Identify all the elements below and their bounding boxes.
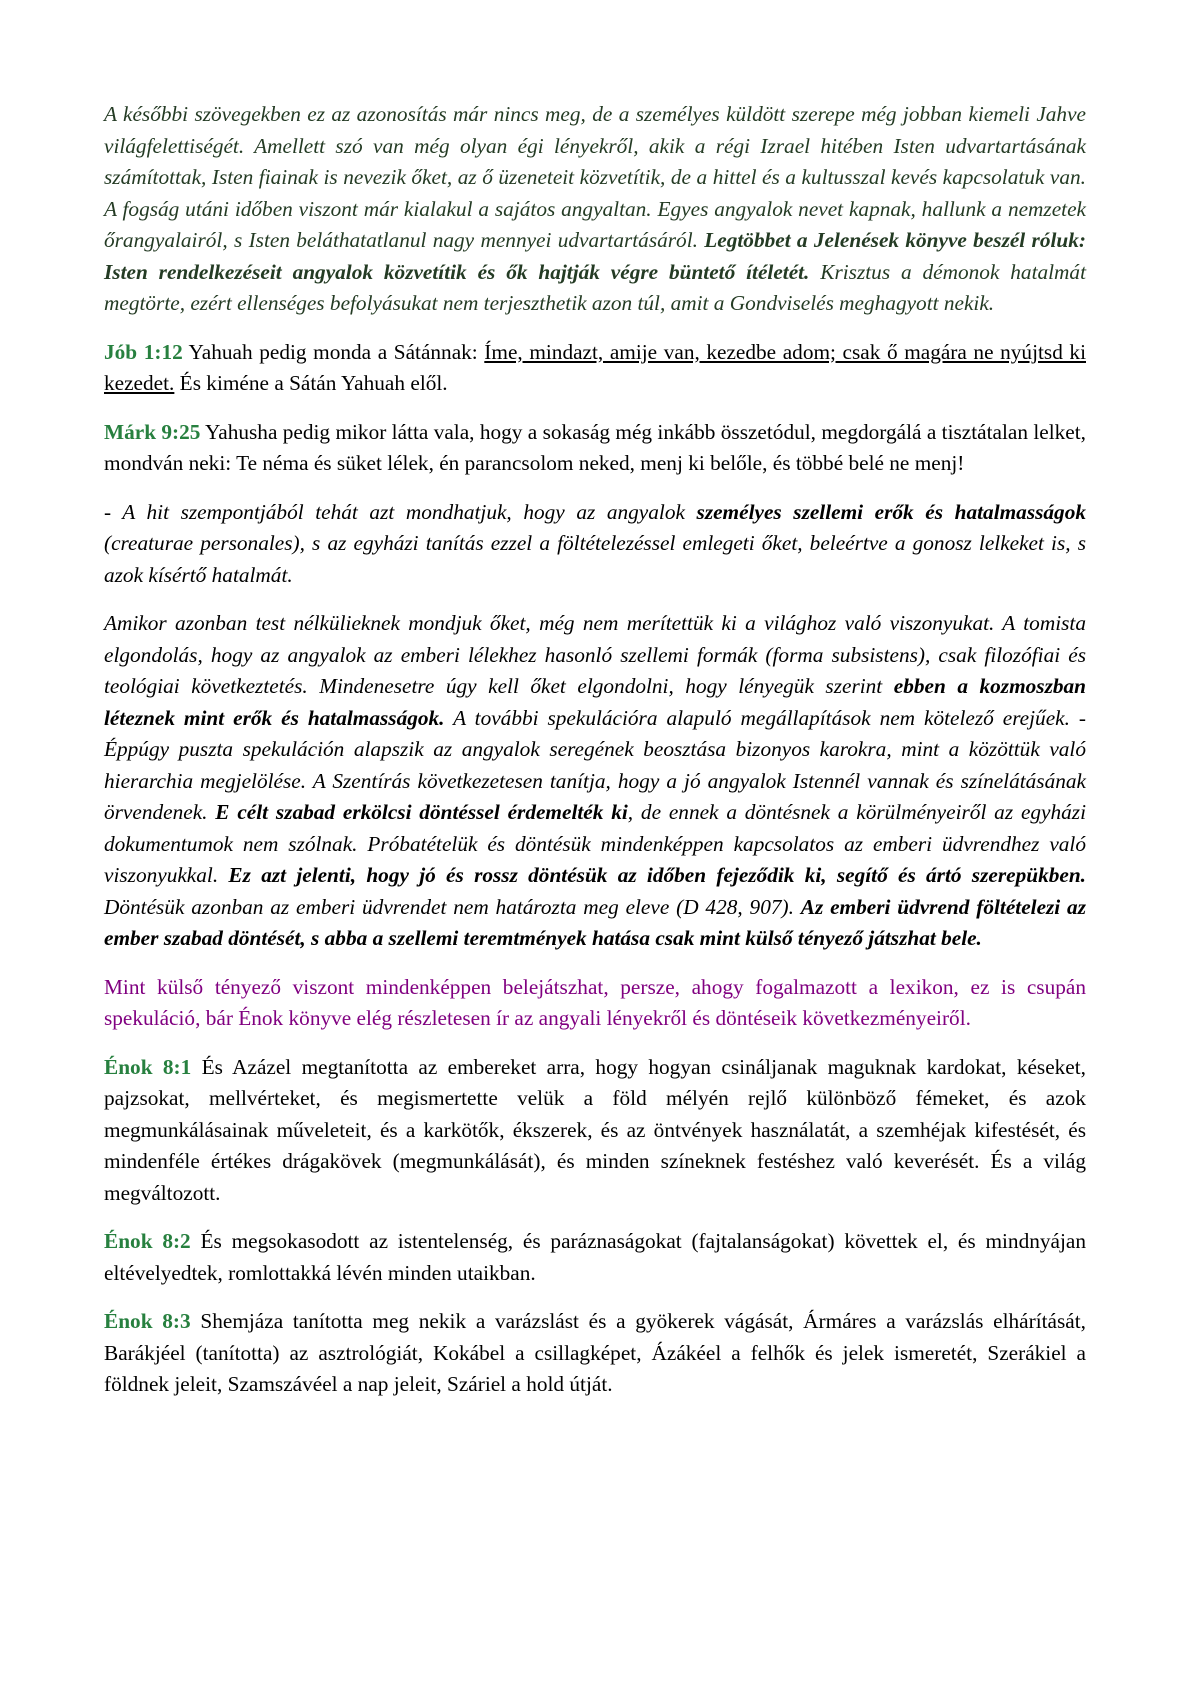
verse-reference-enok-8-1: Énok 8:1 bbox=[104, 1054, 192, 1079]
verse-reference-job: Jób 1:12 bbox=[104, 339, 183, 364]
doctrine-note-text: - A hit szempontjából tehát azt mondhatjuk, hogy az angyalok bbox=[104, 499, 697, 524]
intro-quote-closing-text: Krisztus a démonok hatalmát megtörte, ezért ellenséges befolyásukat nem terjeszthetik azon túl, amit a Gondviselés meghagyott nekik. bbox=[104, 259, 1086, 315]
doctrine-note-bold-text: személyes szellemi erők és hatalmasságok bbox=[696, 499, 1086, 524]
doctrine-note-paragraph bbox=[104, 497, 1086, 592]
verse-reference-enok-8-2: Énok 8:2 bbox=[104, 1229, 191, 1253]
verse-job-1-12 bbox=[104, 337, 1086, 400]
external-factor-note-paragraph bbox=[104, 972, 1086, 1035]
verse-job-closing-text: És kiméne a Sátán Yahuah elől. bbox=[174, 371, 448, 395]
speculation-run-2: A további spekulációra alapuló megállapítások nem kötelező erejűek. - Éppúgy puszta spekuláción alapszik az angyalok seregének beosztása bizonyos karokra, mint a közöttük való hierarchia megjelölése. A Szentírás következetesen tanítja, hogy a jó angyalok Istennél vannak és színelátásának örvendenek. bbox=[104, 705, 1086, 824]
verse-enok-8-2-text: És megsokasodott az istentelenség, és paráznaságokat (fajtalanságokat) követtek el, és mindnyájan eltévelyedtek, romlottakká lévén minden utaikban. bbox=[104, 1229, 1086, 1285]
speculation-run-4: Döntésük azonban az emberi üdvrendet nem határozta meg eleve (D 428, 907). bbox=[104, 894, 801, 919]
intro-quote-bold-text: Legtöbbet a Jelenések könyve beszél róluk: Isten rendelkezéseit angyalok közvetítik és ők hajtják végre büntető ítéletét. bbox=[104, 228, 1086, 284]
speculation-bold-2: E célt szabad erkölcsi döntéssel érdemelték ki bbox=[215, 800, 628, 824]
intro-quote-paragraph bbox=[104, 99, 1086, 320]
verse-mark-9-25 bbox=[104, 417, 1086, 480]
doctrine-note-closing-text: (creaturae personales), s az egyházi tanítás ezzel a föltételezéssel emlegeti őket, beleértve a gonosz lelkeket is, s azok kísértő hatalmát. bbox=[104, 531, 1086, 587]
verse-enok-8-1-text: És Azázel megtanította az embereket arra, hogy hogyan csináljanak maguknak kardokat, késeket, pajzsokat, mellvérteket, és megismertette velük a föld mélyén rejlő különböző fémeket, és azok megmunkálásainak műveleteit, és a karkötők, ékszerek, és az öntvények használatát, a szemhéjak kifestését, és mindenféle értékes drágakövek (megmunkálását), és minden színeknek festéshez való keverését. És a világ megváltozott. bbox=[104, 1054, 1086, 1205]
speculation-bold-4: Az emberi üdvrend föltételezi az ember szabad döntését, s abba a szellemi teremtmények hatása csak mint külső tényező játszhat bele. bbox=[104, 894, 1086, 950]
verse-enok-8-1 bbox=[104, 1052, 1086, 1210]
speculation-run-1: Amikor azonban test nélkülieknek mondjuk őket, még nem merítettük ki a világhoz való viszonyukat. A tomista elgondolás, hogy az angyalok az emberi lélekhez hasonló szellemi formák (forma subsistens), csak filozófiai és teológiai következtetés. Mindenesetre úgy kell őket elgondolni, hogy lényegük szerint bbox=[104, 611, 1086, 698]
verse-reference-enok-8-3: Énok 8:3 bbox=[104, 1309, 191, 1333]
verse-enok-8-3 bbox=[104, 1306, 1086, 1401]
verse-reference-mark: Márk 9:25 bbox=[104, 419, 201, 444]
verse-enok-8-3-text: Shemjáza tanította meg nekik a varázslást és a gyökerek vágását, Ármáres a varázslás elhárítását, Barákjéel (tanította) az asztrológiát, Kokábel a csillagképet, Ázákéel a felhők és jelek ismeretét, Szerákiel a földnek jeleit, Szamszávéel a nap jeleit, Száriel a hold útját. bbox=[104, 1309, 1086, 1396]
speculation-note-paragraph bbox=[104, 608, 1086, 955]
speculation-bold-3: Ez azt jelenti, hogy jó és rossz döntésük az időben fejeződik ki, segítő és ártó szerepükben. bbox=[228, 863, 1086, 887]
speculation-run-3: , de ennek a döntésnek a körülményeiről az egyházi dokumentumok nem szólnak. Próbatételük és döntésük mindenképpen kapcsolatos az emberi üdvrendhez való viszonyukkal. bbox=[104, 800, 1086, 887]
verse-job-underlined-text: Íme, mindazt, amije van, kezedbe adom; csak ő magára ne nyújtsd ki kezedet. bbox=[104, 339, 1086, 395]
verse-enok-8-2 bbox=[104, 1226, 1086, 1289]
external-factor-note-text: Mint külső tényező viszont mindenképpen belejátszhat, persze, ahogy fogalmazott a lexikon, ez is csupán spekuláció, bár Énok könyve elég részletesen ír az angyali lényekről és döntéseik következményeiről. bbox=[104, 974, 1086, 1030]
verse-mark-text: Yahusha pedig mikor látta vala, hogy a sokaság még inkább összetódul, megdorgálá a tisztátalan lelket, mondván neki: Te néma és süket lélek, én parancsolom neked, menj ki belőle, és többé belé ne menj! bbox=[104, 419, 1086, 475]
intro-quote-text: A későbbi szövegekben ez az azonosítás már nincs meg, de a személyes küldött szerepe még jobban kiemeli Jahve világfelettiségét. Amellett szó van még olyan égi lényekről, akik a régi Izrael hitében Isten udvartartásának számítottak, Isten fiainak is nevezik őket, az ő üzeneteit közvetítik, de a hittel és a kultusszal kevés kapcsolatuk van. A fogság utáni időben viszont már kialakul a sajátos angyaltan. Egyes angyalok nevet kapnak, hallunk a nemzetek őrangyalairól, s Isten beláthatatlanul nagy mennyei udvartartásáról. bbox=[104, 102, 1086, 252]
verse-job-text: Yahuah pedig monda a Sátánnak: bbox=[182, 339, 485, 364]
speculation-bold-1: ebben a kozmoszban léteznek mint erők és hatalmasságok. bbox=[104, 674, 1086, 730]
